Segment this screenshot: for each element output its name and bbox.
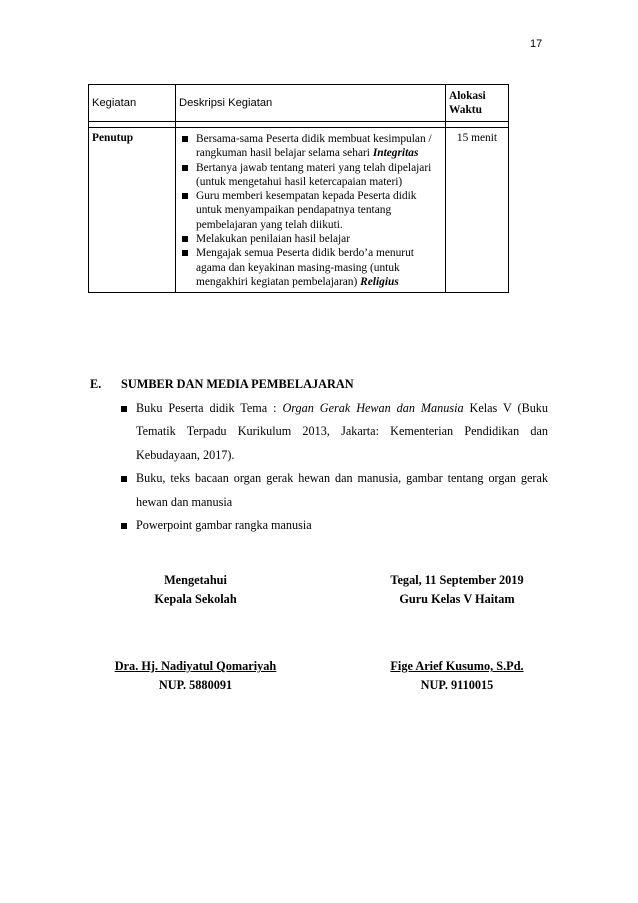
- source-list: [118, 397, 548, 537]
- square-bullet-icon: [182, 165, 188, 171]
- list-item: [179, 189, 442, 232]
- item-text: Melakukan penilaian hasil belajar: [196, 233, 351, 246]
- section-heading: [90, 377, 354, 392]
- left-signatory: [88, 657, 303, 695]
- left-signature-line2: Kepala Sekolah: [154, 592, 237, 606]
- item-text: Buku Peserta didik Tema :: [136, 401, 283, 415]
- square-bullet-icon: [121, 523, 127, 529]
- header-alokasi: [446, 85, 509, 122]
- list-item: [179, 132, 442, 161]
- activity-table: [88, 84, 509, 293]
- list-item: [118, 514, 548, 537]
- item-italic: Organ Gerak Hewan dan Manusia: [282, 401, 464, 415]
- item-text: Mengajak semua Peserta didik berdo’a menurut agama dan keyakinan masing-masing (untuk mengakhiri kegiatan pembelajaran): [196, 247, 414, 288]
- left-signature-line1: Mengetahui: [164, 573, 227, 587]
- item-text: Guru memberi kesempatan kepada Peserta didik untuk menyampaikan pendapatnya tentang pembelajaran yang telah diikuti.: [196, 190, 417, 231]
- list-item: [179, 232, 442, 246]
- row-kegiatan: Penutup: [89, 128, 176, 293]
- square-bullet-icon: [182, 136, 188, 142]
- list-item: [118, 467, 548, 514]
- square-bullet-icon: [121, 406, 127, 412]
- right-signatory-name: Fige Arief Kusumo, S.Pd.: [390, 659, 524, 673]
- table-row: [89, 128, 509, 293]
- deskripsi-list: [179, 132, 442, 289]
- row-alokasi: 15 menit: [446, 128, 509, 293]
- table-header-row: [89, 85, 509, 122]
- list-item: [118, 397, 548, 467]
- section-letter: E.: [90, 377, 102, 391]
- item-emphasis: Integritas: [372, 147, 419, 160]
- right-signature-header: [362, 571, 552, 609]
- section-title: SUMBER DAN MEDIA PEMBELAJARAN: [121, 377, 354, 391]
- right-signature-line2: Guru Kelas V Haitam: [399, 592, 515, 606]
- list-item: [179, 246, 442, 289]
- right-signatory-nup: NUP. 9110015: [420, 678, 494, 692]
- page-number: 17: [530, 38, 543, 50]
- square-bullet-icon: [182, 193, 188, 199]
- right-signature-line1: Tegal, 11 September 2019: [390, 573, 524, 587]
- left-signatory-name: Dra. Hj. Nadiyatul Qomariyah: [114, 659, 277, 673]
- item-text: Buku, teks bacaan organ gerak hewan dan manusia, gambar tentang organ gerak hewan dan manusia: [136, 471, 548, 509]
- right-signatory: [362, 657, 552, 695]
- list-item: [179, 161, 442, 190]
- header-alokasi-line2: Waktu: [449, 104, 482, 116]
- square-bullet-icon: [182, 236, 188, 242]
- item-emphasis: Religius: [360, 275, 399, 288]
- square-bullet-icon: [182, 250, 188, 256]
- left-signatory-nup: NUP. 5880091: [158, 678, 233, 692]
- item-text-after: Kelas V (Buku Tematik Terpadu Kurikulum 2013, Jakarta: Kementerian Pendidikan dan Kebudayaan, 2017).: [136, 401, 548, 462]
- square-bullet-icon: [121, 476, 127, 482]
- header-deskripsi: Deskripsi Kegiatan: [176, 85, 446, 122]
- item-text: Powerpoint gambar rangka manusia: [136, 518, 312, 533]
- item-text: Bertanya jawab tentang materi yang telah dipelajari (untuk mengetahui hasil ketercapaian materi): [196, 161, 432, 188]
- item-text: Bersama-sama Peserta didik membuat kesimpulan / rangkuman hasil belajar selama sehari: [196, 133, 432, 160]
- header-kegiatan: Kegiatan: [89, 85, 176, 122]
- header-alokasi-line1: Alokasi: [449, 90, 486, 102]
- left-signature-header: [103, 571, 288, 609]
- row-deskripsi: [176, 128, 446, 293]
